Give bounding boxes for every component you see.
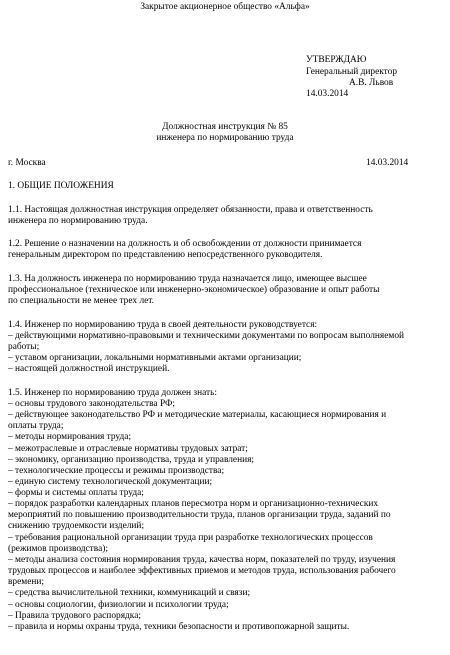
- approval-position: Генеральный директор: [306, 67, 398, 77]
- paragraph-line: времени;: [8, 577, 45, 587]
- place: г. Москва: [8, 158, 46, 168]
- paragraph-line: оплаты труда;: [8, 421, 64, 431]
- paragraph-line: – экономику, организацию производства, труда и управления;: [8, 455, 255, 465]
- paragraph-line: – формы и системы оплаты труда;: [8, 488, 144, 498]
- paragraph-line: (режимов производства);: [8, 544, 108, 554]
- paragraph-line: – действующими нормативно-правовыми и техническими документами по вопросам выполняемой: [8, 331, 405, 341]
- doc-title-line-1: Должностная инструкция № 85: [162, 122, 288, 132]
- paragraph-line: работы;: [8, 342, 40, 352]
- paragraph-line: генеральным директором по представлению непосредственного руководителя.: [8, 250, 323, 260]
- paragraph-line: по специальности не менее трех лет.: [8, 296, 155, 306]
- paragraph-line: трудовых процессов и наиболее эффективных приемов и методов труда, использования рабочего: [8, 566, 396, 576]
- paragraph-line: 1.5. Инженер по нормированию труда должен знать:: [8, 388, 218, 398]
- paragraph-line: – Правила трудового распорядка;: [8, 611, 141, 621]
- paragraph-line: 1.4. Инженер по нормированию труда в своей деятельности руководствуется:: [8, 320, 318, 330]
- paragraph-line: 1.3. На должность инженера по нормированию труда назначается лицо, имеющее высшее: [8, 274, 367, 284]
- approval-date: 14.03.2014: [306, 89, 349, 99]
- paragraph-line: снижению трудоемкости изделий;: [8, 521, 145, 531]
- paragraph-line: – средства вычислительной техники, коммуникаций и связи;: [8, 588, 251, 598]
- paragraph-line: – действующее законодательство РФ и методические материалы, касающиеся нормирования и: [8, 410, 387, 420]
- paragraph-line: мероприятий по повышению производительности труда, планов организации труда, заданий по: [8, 510, 391, 520]
- doc-title-line-2: инженера по нормированию труда: [156, 133, 294, 143]
- paragraph-line: – настоящей должностной инструкцией.: [8, 364, 170, 374]
- paragraph-line: 1.2. Решение о назначении на должность и об освобождении от должности принимается: [8, 239, 362, 249]
- paragraph-line: – основы социологии, физиологии и психологии труда;: [8, 600, 229, 610]
- paragraph-line: 1.1. Настоящая должностная инструкция определяет обязанности, права и ответственность: [8, 205, 373, 215]
- approval-title: УТВЕРЖДАЮ: [306, 55, 367, 65]
- section-title: 1. ОБЩИЕ ПОЛОЖЕНИЯ: [8, 181, 114, 191]
- paragraph-line: – порядок разработки календарных планов пересмотра норм и организационно-технических: [8, 499, 379, 509]
- approval-name: А.В. Львов: [349, 78, 394, 88]
- paragraph-line: инженера по нормированию труда.: [8, 216, 148, 226]
- company-name: Закрытое акционерное общество «Альфа»: [140, 2, 310, 12]
- paragraph-line: – уставом организации, локальными нормативными актами организации;: [8, 353, 302, 363]
- paragraph-line: – основы трудового законодательства РФ;: [8, 399, 176, 409]
- paragraph-line: профессиональное (техническое или инженерно-экономическое) образование и опыт работы: [8, 285, 380, 295]
- paragraph-line: – правила и нормы охраны труда, техники безопасности и противопожарной защиты.: [8, 622, 350, 632]
- paragraph-line: – методы анализа состояния нормирования труда, качества норм, показателей по труду, изучения: [8, 555, 396, 565]
- paragraph-line: – требования рациональной организации труда при разработке технологических процессов: [8, 533, 373, 543]
- paragraph-line: – межотраслевые и отраслевые нормативы трудовых затрат;: [8, 444, 248, 454]
- paragraph-line: – технологические процессы и режимы производства;: [8, 466, 225, 476]
- paragraph-line: – единую систему технологической документации;: [8, 477, 213, 487]
- doc-date: 14.03.2014: [366, 158, 409, 168]
- paragraph-line: – методы нормирования труда;: [8, 432, 132, 442]
